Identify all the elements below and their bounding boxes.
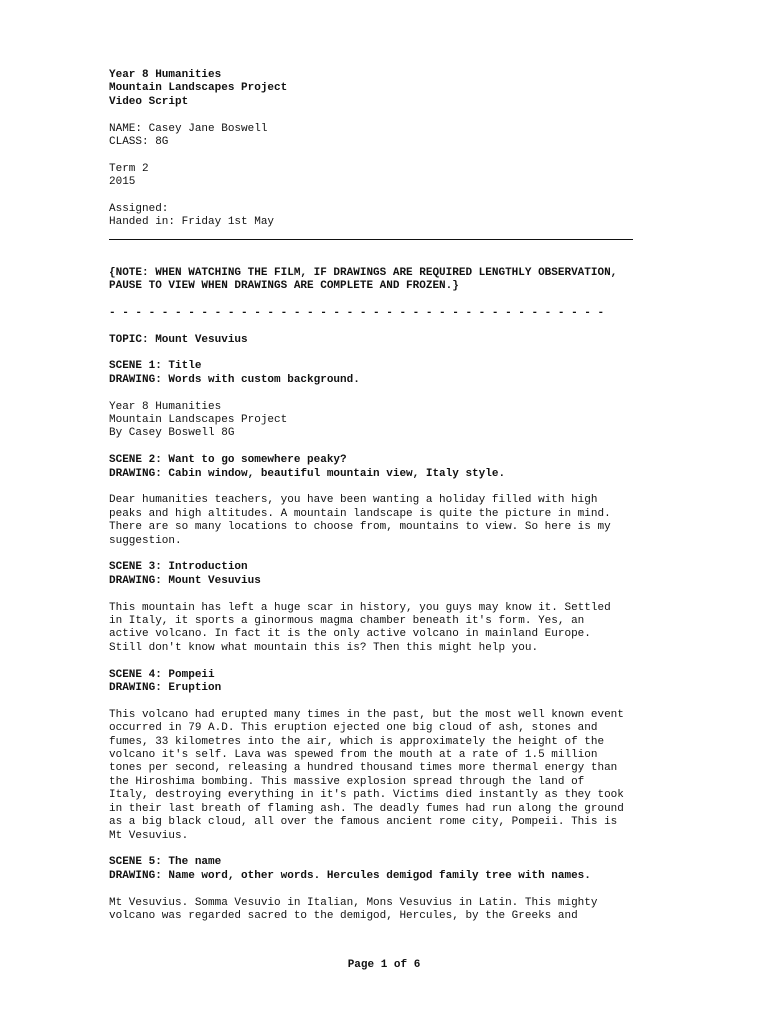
document-page <box>109 69 669 923</box>
spacer <box>109 347 669 360</box>
spacer <box>109 109 669 122</box>
scene-1-text: Year 8 Humanities <box>109 400 222 413</box>
scene-1-heading: SCENE 1: Title <box>109 360 202 373</box>
spacer <box>109 240 669 253</box>
scene-4-text: Italy, destroying everything in it's path. Victims died instantly as they took <box>109 789 624 802</box>
scene-5-drawing: DRAWING: Name word, other words. Hercules demigod family tree with names. <box>109 869 591 882</box>
scene-4-heading: SCENE 4: Pompeii <box>109 668 215 681</box>
scene-1-drawing: DRAWING: Words with custom background. <box>109 373 360 386</box>
header-project: Mountain Landscapes Project <box>109 82 288 95</box>
spacer <box>109 883 669 896</box>
spacer <box>109 441 669 454</box>
scene-4-text: occurred in 79 A.D. This eruption ejected one big cloud of ash, stones and <box>109 722 598 735</box>
spacer <box>109 481 669 494</box>
assigned-date: Assigned: <box>109 203 169 216</box>
scene-4-text: as a big black cloud, all over the famous ancient rome city, Pompeii. This is <box>109 816 618 829</box>
spacer <box>109 320 669 333</box>
year: 2015 <box>109 176 136 189</box>
scene-2-drawing: DRAWING: Cabin window, beautiful mountain view, Italy style. <box>109 467 506 480</box>
scene-5-heading: SCENE 5: The name <box>109 856 222 869</box>
header-course: Year 8 Humanities <box>109 69 222 81</box>
scene-3-text: This mountain has left a huge scar in history, you guys may know it. Settled <box>109 601 611 614</box>
student-class: CLASS: 8G <box>109 136 169 149</box>
scene-2-text: suggestion. <box>109 534 182 547</box>
scene-4-text: in their last breath of flaming ash. The deadly fumes had run along the ground <box>109 802 624 815</box>
scene-3-text: in Italy, it sports a ginormous magma chamber beneath it's form. Yes, an <box>109 615 585 628</box>
scene-2-text: There are so many locations to choose from, mountains to view. So here is my <box>109 521 611 534</box>
spacer <box>109 253 669 266</box>
scene-4-text: tones per second, releasing a hundred thousand times more thermal energy than <box>109 762 618 775</box>
scene-2-text: peaks and high altitudes. A mountain landscape is quite the picture in mind. <box>109 507 611 520</box>
viewing-note-line-1: {NOTE: WHEN WATCHING THE FILM, IF DRAWINGS ARE REQUIRED LENGTHLY OBSERVATION, <box>109 266 618 279</box>
scene-5-text: Mt Vesuvius. Somma Vesuvio in Italian, Mons Vesuvius in Latin. This mighty <box>109 896 598 909</box>
page-number: Page 1 of 6 <box>347 959 421 971</box>
scene-5-text: volcano was regarded sacred to the demigod, Hercules, by the Greeks and <box>109 909 578 922</box>
scene-3-heading: SCENE 3: Introduction <box>109 561 248 574</box>
topic-heading: TOPIC: Mount Vesuvius <box>109 333 248 346</box>
scene-1-text: By Casey Boswell 8G <box>109 427 235 440</box>
handed-in-date: Handed in: Friday 1st May <box>109 216 275 229</box>
spacer <box>109 149 669 162</box>
spacer <box>109 588 669 601</box>
header-doc-type: Video Script <box>109 95 189 108</box>
spacer <box>109 548 669 561</box>
scene-4-drawing: DRAWING: Eruption <box>109 682 222 695</box>
term: Term 2 <box>109 162 149 175</box>
scene-1-text: Mountain Landscapes Project <box>109 414 288 427</box>
scene-4-text: Mt Vesuvius. <box>109 829 189 842</box>
scene-4-text: This volcano had erupted many times in the past, but the most well known event <box>109 708 624 721</box>
scene-4-text: fumes, 33 kilometres into the air, which is approximately the height of the <box>109 735 605 748</box>
dashed-divider: - - - - - - - - - - - - - - - - - - - - - - - - - - - - - - - - - - - - - - <box>109 306 605 319</box>
spacer <box>109 655 669 668</box>
scene-3-drawing: DRAWING: Mount Vesuvius <box>109 574 261 587</box>
scene-2-text: Dear humanities teachers, you have been wanting a holiday filled with high <box>109 494 598 507</box>
scene-4-text: volcano it's self. Lava was spewed from the mouth at a rate of 1.5 million <box>109 749 598 762</box>
spacer <box>109 695 669 708</box>
student-name: NAME: Casey Jane Boswell <box>109 122 268 135</box>
scene-3-text: Still don't know what mountain this is? Then this might help you. <box>109 641 539 654</box>
scene-4-text: the Hiroshima bombing. This massive explosion spread through the land of <box>109 775 585 788</box>
spacer <box>109 190 669 203</box>
spacer <box>109 293 669 306</box>
scene-3-text: active volcano. In fact it is the only active volcano in mainland Europe. <box>109 628 591 641</box>
scene-2-heading: SCENE 2: Want to go somewhere peaky? <box>109 454 347 467</box>
spacer <box>109 843 669 856</box>
spacer <box>109 387 669 400</box>
viewing-note-line-2: PAUSE TO VIEW WHEN DRAWINGS ARE COMPLETE AND FROZEN.} <box>109 280 459 293</box>
